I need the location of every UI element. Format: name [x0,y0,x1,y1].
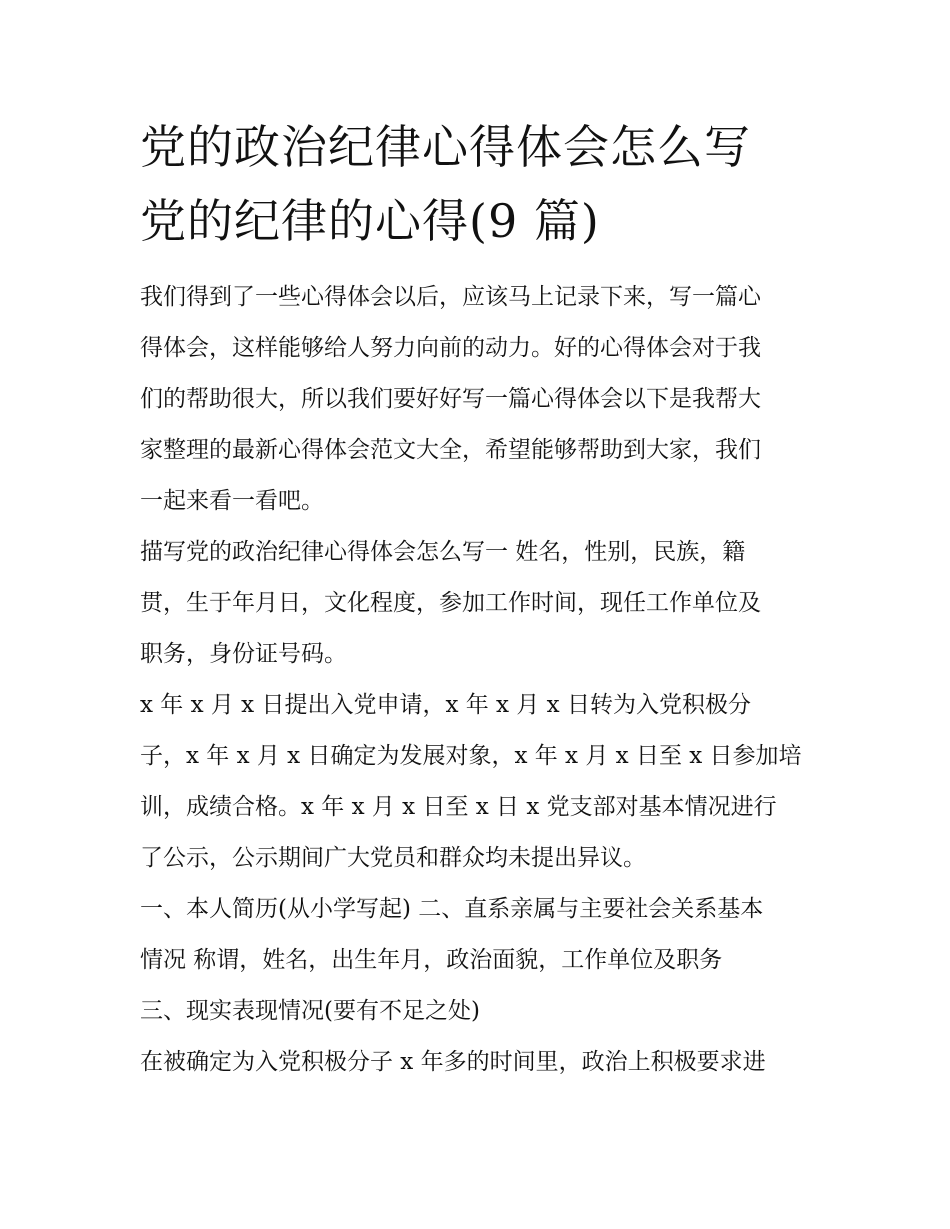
text-line: 们的帮助很大，所以我们要好好写一篇心得体会以下是我帮大 [140,386,761,412]
text-line: 一、本人简历(从小学写起) 二、直系亲属与主要社会关系基本 [140,896,764,922]
text-line: 了公示，公示期间广大党员和群众均未提出异议。 [140,845,646,871]
text-line: 贯，生于年月日，文化程度，参加工作时间，现任工作单位及 [140,590,761,616]
paragraph-sections [140,884,820,986]
text-line: 描写党的政治纪律心得体会怎么写一 姓名，性别，民族，籍 [140,539,746,565]
title-line: 党的政治纪律心得体会怎么写 [140,120,751,174]
document-page [140,110,820,1088]
text-line: 我们得到了一些心得体会以后，应该马上记录下来，写一篇心 [140,284,761,310]
text-line: 子，x 年 x 月 x 日确定为发展对象，x 年 x 月 x 日至 x 日参加培 [140,743,802,769]
paragraph-performance [140,1037,820,1088]
paragraph-basic-info [140,527,820,680]
document-title [140,110,820,258]
text-line: 在被确定为入党积极分子 x 年多的时间里，政治上积极要求进 [140,1049,766,1075]
text-line: 情况 称谓，姓名，出生年月，政治面貌，工作单位及职务 [140,947,723,973]
paragraph-intro [140,272,820,527]
text-line: 训，成绩合格。x 年 x 月 x 日至 x 日 x 党支部对基本情况进行 [140,794,777,820]
paragraph-section-heading [140,986,820,1037]
text-line: 三、现实表现情况(要有不足之处) [140,998,480,1024]
text-line: 职务，身份证号码。 [140,641,347,667]
text-line: 家整理的最新心得体会范文大全，希望能够帮助到大家，我们 [140,437,761,463]
text-line: 一起来看一看吧。 [140,488,324,514]
text-line: x 年 x 月 x 日提出入党申请，x 年 x 月 x 日转为入党积极分 [140,692,751,718]
paragraph-timeline [140,680,820,884]
title-line: 党的纪律的心得(9 篇) [140,194,600,248]
text-line: 得体会，这样能够给人努力向前的动力。好的心得体会对于我 [140,335,761,361]
